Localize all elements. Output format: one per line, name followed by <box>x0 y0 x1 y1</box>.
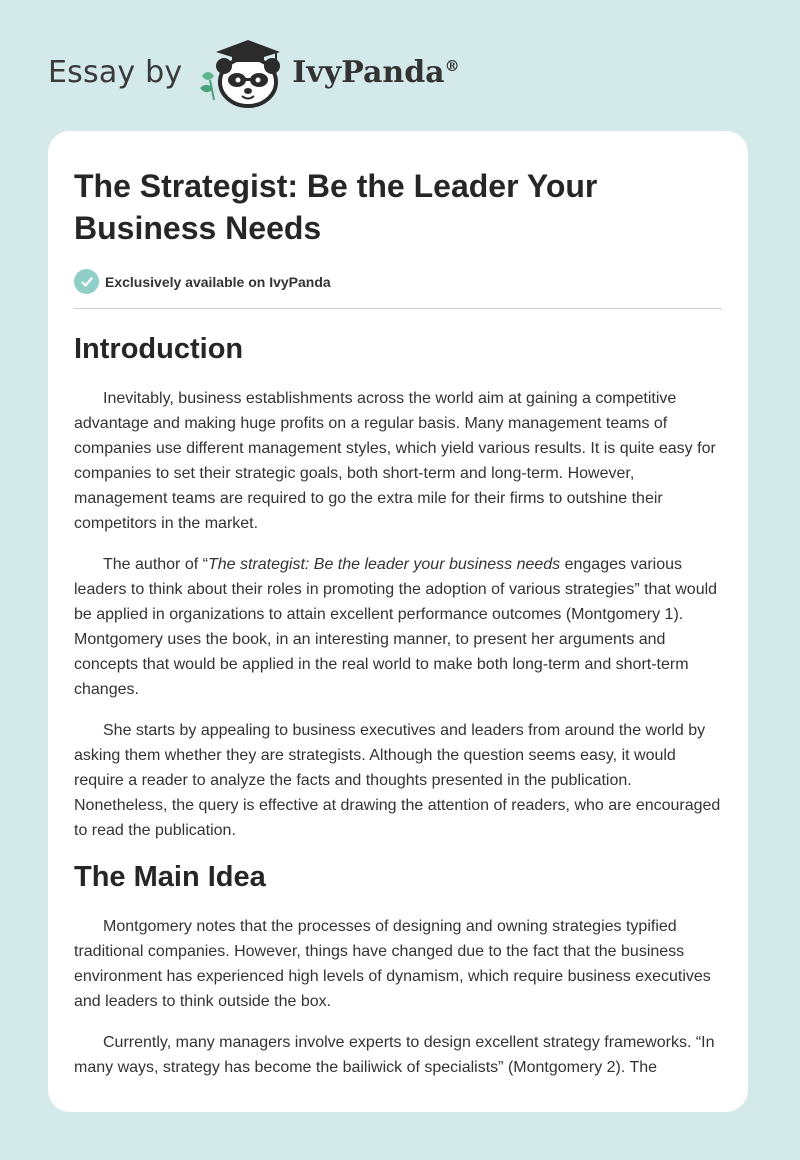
article-card <box>48 131 748 1112</box>
book-title-italic: The strategist: Be the leader your business needs <box>207 556 561 573</box>
section-heading-main-idea: The Main Idea <box>74 861 266 893</box>
article-title: The Strategist: Be the Leader Your Business Needs <box>74 168 598 246</box>
site-header <box>48 36 460 108</box>
paragraph: Currently, many managers involve experts to design excellent strategy frameworks. “In many ways, strategy has become the bailiwick of specialists” (Montgomery 2). The <box>74 1034 715 1076</box>
divider <box>74 308 722 309</box>
exclusive-label: Exclusively available on IvyPanda <box>105 273 331 290</box>
essay-by-label: Essay by <box>48 54 183 90</box>
section-heading-introduction: Introduction <box>74 333 244 365</box>
check-icon <box>74 269 99 294</box>
exclusive-badge <box>74 269 722 294</box>
panda-logo-icon <box>196 36 288 108</box>
paragraph: She starts by appealing to business executives and leaders from around the world by asking them whether they are strategists. Although the question seems easy, it would require a reader to analyze the facts and thoughts presented in the publication. Nonetheless, the query is effective at drawing the attention of readers, who are encouraged to read the publication. <box>74 722 721 839</box>
paragraph: The author of “The strategist: Be the leader your business needs engages various leaders to think about their roles in promoting the adoption of various strategies” that would be applied in organizations to attain excellent performance outcomes (Montgomery 1). Montgomery uses the book, in an interesting manner, to present her arguments and concepts that would be applied in the real world to make both long-term and short-term changes. <box>74 556 718 698</box>
paragraph: Inevitably, business establishments across the world aim at gaining a competitive advantage and making huge profits on a regular basis. Many management teams of companies use different management styles, which yield various results. It is quite easy for companies to set their strategic goals, both short-term and long-term. However, management teams are required to go the extra mile for their firms to outshine their competitors in the market. <box>74 390 716 532</box>
paragraph: Montgomery notes that the processes of designing and owning strategies typified traditional companies. However, things have changed due to the fact that the business environment has experienced high levels of dynamism, which require business executives and leaders to think outside the box. <box>74 918 711 1010</box>
brand-name[interactable]: IvyPanda® <box>292 54 460 90</box>
